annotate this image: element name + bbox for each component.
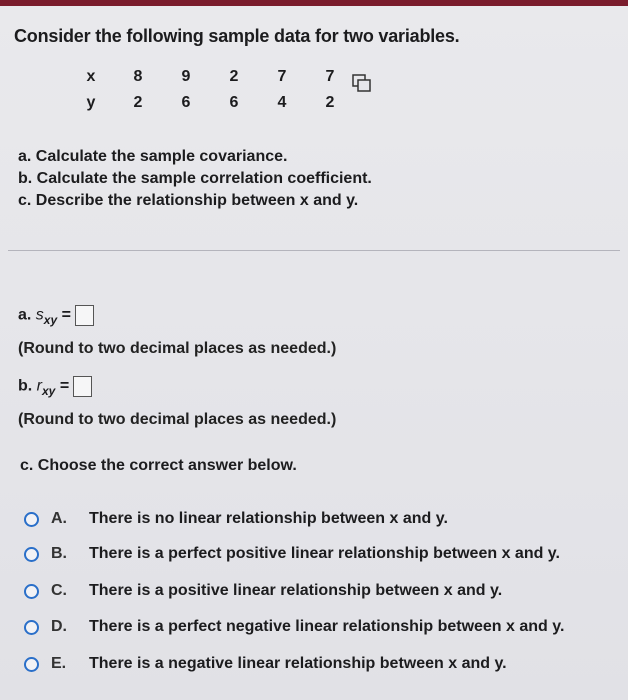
copy-icon[interactable] (352, 74, 372, 92)
answer-b-prefix: b. (18, 377, 33, 395)
option-letter: D. (51, 618, 67, 635)
table-row (68, 90, 354, 116)
answer-b-note: (Round to two decimal places as needed.) (18, 411, 337, 428)
radio-button[interactable] (24, 512, 39, 527)
table-cell: 7 (325, 68, 335, 85)
answer-a-row (18, 305, 94, 326)
data-table (68, 64, 354, 116)
option-letter: B. (51, 545, 67, 562)
correlation-symbol: r (36, 377, 42, 395)
option-letter: A. (51, 510, 67, 527)
answer-a-note: (Round to two decimal places as needed.) (18, 340, 337, 357)
table-cell: 7 (277, 68, 287, 85)
covariance-symbol: s (35, 306, 44, 324)
option-c[interactable] (24, 580, 502, 602)
table-cell: 2 (133, 94, 143, 111)
option-letter: C. (51, 582, 67, 599)
table-cell: 2 (325, 94, 335, 111)
radio-button[interactable] (24, 657, 39, 672)
option-text[interactable]: There is no linear relationship between x and y. (89, 510, 448, 527)
question-list (18, 146, 372, 212)
divider (8, 250, 620, 251)
row-label: y (86, 94, 96, 111)
equals-sign: = (59, 377, 70, 395)
row-label: x (86, 68, 96, 85)
option-b[interactable] (24, 543, 560, 565)
option-text[interactable]: There is a positive linear relationship between x and y. (89, 582, 503, 599)
question-c: c. Describe the relationship between x and y. (18, 192, 359, 209)
radio-button[interactable] (24, 547, 39, 562)
radio-button[interactable] (24, 584, 39, 599)
radio-button[interactable] (24, 620, 39, 635)
table-cell: 8 (133, 68, 143, 85)
table-cell: 6 (229, 94, 239, 111)
answer-a-prefix: a. (18, 306, 32, 324)
answer-c-prompt: c. Choose the correct answer below. (20, 457, 297, 474)
question-b: b. Calculate the sample correlation coefficient. (18, 170, 372, 187)
table-row (68, 64, 354, 90)
option-d[interactable] (24, 616, 564, 638)
table-cell: 9 (181, 68, 191, 85)
option-text[interactable]: There is a perfect negative linear relationship between x and y. (89, 618, 565, 635)
covariance-subscript: xy (43, 312, 58, 327)
option-e[interactable] (24, 653, 507, 675)
table-cell: 2 (229, 68, 239, 85)
question-a: a. Calculate the sample covariance. (18, 148, 288, 165)
option-letter: E. (51, 655, 67, 672)
correlation-input[interactable] (73, 376, 92, 397)
option-text[interactable]: There is a negative linear relationship between x and y. (89, 655, 507, 672)
answer-b-row (18, 376, 92, 397)
table-cell: 6 (181, 94, 191, 111)
table-cell: 4 (277, 94, 287, 111)
option-a[interactable] (24, 508, 448, 530)
covariance-input[interactable] (75, 305, 94, 326)
equals-sign: = (61, 306, 71, 324)
correlation-subscript: xy (42, 383, 56, 398)
problem-title: Consider the following sample data for two variables. (14, 26, 460, 46)
option-text[interactable]: There is a perfect positive linear relationship between x and y. (89, 545, 560, 562)
